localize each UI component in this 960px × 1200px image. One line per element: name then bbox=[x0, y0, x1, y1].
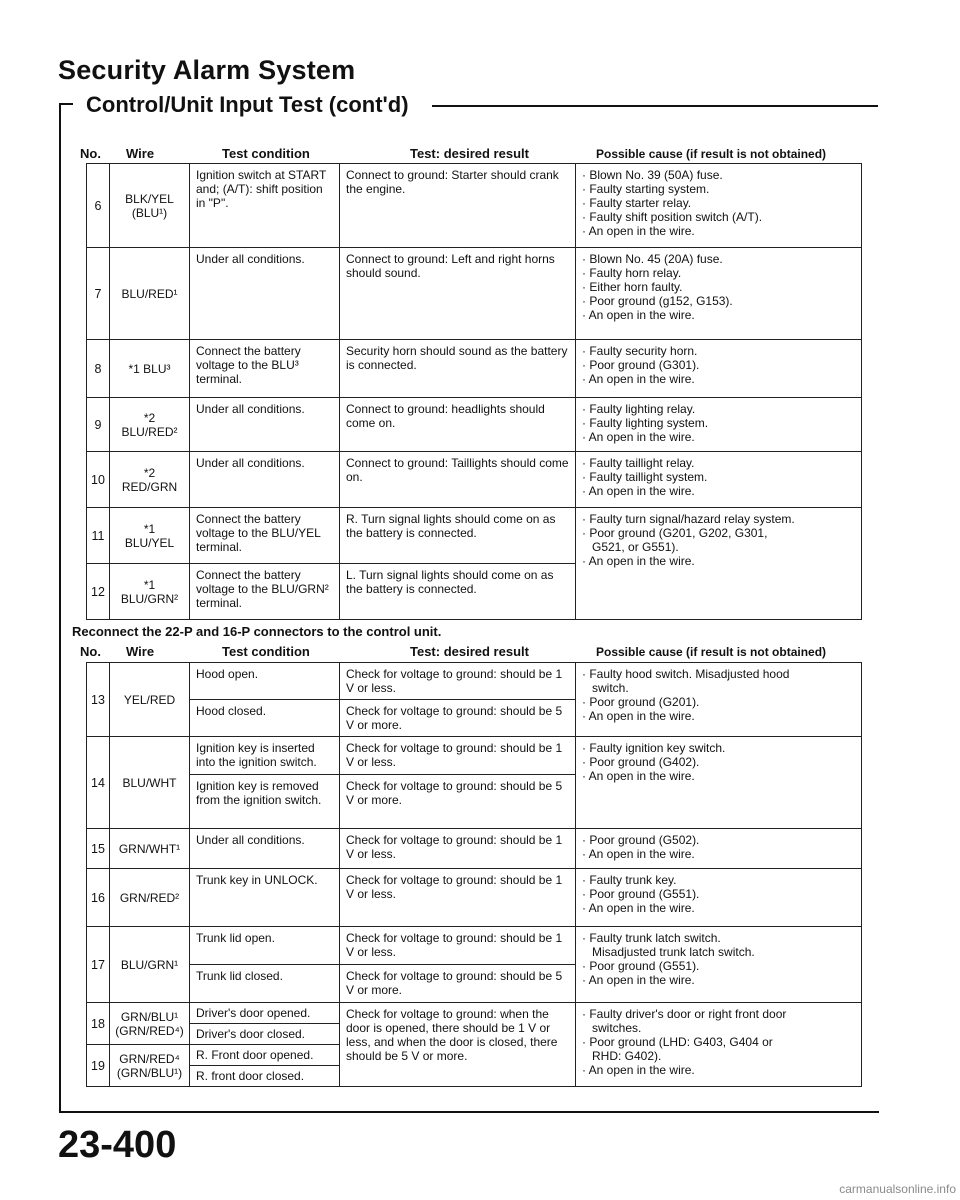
test-condition: Trunk lid closed. bbox=[190, 965, 340, 1003]
test-table-2 bbox=[86, 662, 862, 1087]
table-row bbox=[87, 737, 862, 775]
possible-causes: · Faulty lighting relay. · Faulty lighting system. · An open in the wire. bbox=[576, 398, 862, 452]
wire-color: BLU/GRN¹ bbox=[110, 927, 190, 1003]
table-row bbox=[87, 869, 862, 927]
col-header-no: No. bbox=[80, 146, 101, 161]
desired-result: Check for voltage to ground: should be 1 V or less. bbox=[340, 829, 576, 869]
col-header-cause: Possible cause (if result is not obtained) bbox=[596, 645, 827, 659]
table-row bbox=[87, 398, 862, 452]
desired-result: Connect to ground: headlights should come on. bbox=[340, 398, 576, 452]
col-header-result: Test: desired result bbox=[410, 146, 529, 161]
desired-result: Check for voltage to ground: should be 5 V or more. bbox=[340, 700, 576, 737]
col-header-no: No. bbox=[80, 644, 101, 659]
desired-result: Check for voltage to ground: should be 5 V or more. bbox=[340, 775, 576, 829]
possible-causes: · Faulty trunk latch switch. Misadjusted trunk latch switch. · Poor ground (G551). · An open in the wire. bbox=[576, 927, 862, 1003]
test-condition: Driver's door opened. bbox=[190, 1003, 340, 1024]
wire-color: *1 BLU³ bbox=[110, 340, 190, 398]
test-condition: Ignition switch at START and; (A/T): shift position in "P". bbox=[190, 164, 340, 248]
table-row bbox=[87, 829, 862, 869]
test-condition: Ignition key is inserted into the ignition switch. bbox=[190, 737, 340, 775]
possible-causes: · Blown No. 45 (20A) fuse. · Faulty horn relay. · Either horn faulty. · Poor ground (g152, G153). · An open in the wire. bbox=[576, 248, 862, 340]
section-subtitle: Control/Unit Input Test (cont'd) bbox=[86, 92, 409, 117]
row-number: 7 bbox=[87, 248, 110, 340]
reconnect-note: Reconnect the 22-P and 16-P connectors to the control unit. bbox=[72, 624, 442, 639]
test-condition: Hood open. bbox=[190, 663, 340, 700]
row-number: 13 bbox=[87, 663, 110, 737]
desired-result: R. Turn signal lights should come on as the battery is connected. bbox=[340, 508, 576, 564]
wire-color: GRN/WHT¹ bbox=[110, 829, 190, 869]
table-row bbox=[87, 248, 862, 340]
possible-causes: · Blown No. 39 (50A) fuse. · Faulty starting system. · Faulty starter relay. · Faulty shift position switch (A/T). · An open in the wire. bbox=[576, 164, 862, 248]
test-condition: Under all conditions. bbox=[190, 829, 340, 869]
desired-result: Check for voltage to ground: should be 1 V or less. bbox=[340, 737, 576, 775]
row-number: 12 bbox=[87, 564, 110, 620]
desired-result: Check for voltage to ground: should be 1 V or less. bbox=[340, 869, 576, 927]
row-number: 11 bbox=[87, 508, 110, 564]
wire-color: GRN/RED⁴ (GRN/BLU¹) bbox=[110, 1045, 190, 1087]
test-condition: Trunk lid open. bbox=[190, 927, 340, 965]
row-number: 8 bbox=[87, 340, 110, 398]
possible-causes: · Faulty ignition key switch. · Poor ground (G402). · An open in the wire. bbox=[576, 737, 862, 829]
test-condition: R. front door closed. bbox=[190, 1066, 340, 1087]
wire-color: *2 BLU/RED² bbox=[110, 398, 190, 452]
left-rule-cap bbox=[59, 103, 73, 105]
page-number: 23-400 bbox=[58, 1124, 177, 1166]
wire-color: *2 RED/GRN bbox=[110, 452, 190, 508]
possible-causes: · Poor ground (G502). · An open in the wire. bbox=[576, 829, 862, 869]
col-header-condition: Test condition bbox=[222, 644, 310, 659]
wire-color: BLK/YEL (BLU¹) bbox=[110, 164, 190, 248]
desired-result: Connect to ground: Starter should crank the engine. bbox=[340, 164, 576, 248]
wire-color: GRN/RED² bbox=[110, 869, 190, 927]
desired-result: Connect to ground: Taillights should come on. bbox=[340, 452, 576, 508]
test-condition: Under all conditions. bbox=[190, 398, 340, 452]
wire-color: YEL/RED bbox=[110, 663, 190, 737]
col-header-result: Test: desired result bbox=[410, 644, 529, 659]
possible-causes: · Faulty hood switch. Misadjusted hood switch. · Poor ground (G201). · An open in the wire. bbox=[576, 663, 862, 737]
wire-color: BLU/WHT bbox=[110, 737, 190, 829]
row-number: 15 bbox=[87, 829, 110, 869]
desired-result: Check for voltage to ground: when the door is opened, there should be 1 V or less, and when the door is closed, there should be 5 V or more. bbox=[340, 1003, 576, 1087]
test-condition: Trunk key in UNLOCK. bbox=[190, 869, 340, 927]
row-number: 14 bbox=[87, 737, 110, 829]
test-condition: Ignition key is removed from the ignition switch. bbox=[190, 775, 340, 829]
possible-causes: · Faulty trunk key. · Poor ground (G551). · An open in the wire. bbox=[576, 869, 862, 927]
possible-causes: · Faulty security horn. · Poor ground (G301). · An open in the wire. bbox=[576, 340, 862, 398]
col-header-cause: Possible cause (if result is not obtained) bbox=[596, 147, 827, 161]
row-number: 10 bbox=[87, 452, 110, 508]
desired-result: Security horn should sound as the battery is connected. bbox=[340, 340, 576, 398]
possible-causes: · Faulty turn signal/hazard relay system. · Poor ground (G201, G202, G301, G521, or G551). · An open in the wire. bbox=[576, 508, 862, 620]
desired-result: L. Turn signal lights should come on as the battery is connected. bbox=[340, 564, 576, 620]
row-number: 16 bbox=[87, 869, 110, 927]
row-number: 6 bbox=[87, 164, 110, 248]
wire-color: GRN/BLU¹ (GRN/RED⁴) bbox=[110, 1003, 190, 1045]
test-condition: Connect the battery voltage to the BLU/GRN² terminal. bbox=[190, 564, 340, 620]
test-condition: Driver's door closed. bbox=[190, 1024, 340, 1045]
table-row bbox=[87, 340, 862, 398]
desired-result: Check for voltage to ground: should be 1 V or less. bbox=[340, 663, 576, 700]
wire-color: *1 BLU/YEL bbox=[110, 508, 190, 564]
row-number: 17 bbox=[87, 927, 110, 1003]
row-number: 18 bbox=[87, 1003, 110, 1045]
table-row bbox=[87, 927, 862, 965]
left-rule bbox=[59, 103, 61, 1113]
col-header-condition: Test condition bbox=[222, 146, 310, 161]
test-condition: Hood closed. bbox=[190, 700, 340, 737]
table-row bbox=[87, 164, 862, 248]
watermark: carmanualsonline.info bbox=[839, 1182, 956, 1196]
test-condition: Connect the battery voltage to the BLU³ terminal. bbox=[190, 340, 340, 398]
col-header-wire: Wire bbox=[126, 644, 155, 659]
page-title: Security Alarm System bbox=[58, 55, 356, 85]
table-row bbox=[87, 452, 862, 508]
table-row bbox=[87, 1003, 862, 1024]
test-condition: Connect the battery voltage to the BLU/YEL terminal. bbox=[190, 508, 340, 564]
wire-color: *1 BLU/GRN² bbox=[110, 564, 190, 620]
row-number: 19 bbox=[87, 1045, 110, 1087]
test-condition: R. Front door opened. bbox=[190, 1045, 340, 1066]
col-header-wire: Wire bbox=[126, 146, 155, 161]
wire-color: BLU/RED¹ bbox=[110, 248, 190, 340]
desired-result: Check for voltage to ground: should be 1 V or less. bbox=[340, 927, 576, 965]
desired-result: Check for voltage to ground: should be 5 V or more. bbox=[340, 965, 576, 1003]
possible-causes: · Faulty taillight relay. · Faulty taillight system. · An open in the wire. bbox=[576, 452, 862, 508]
table-row bbox=[87, 508, 862, 564]
bottom-rule bbox=[59, 1111, 879, 1113]
desired-result: Connect to ground: Left and right horns should sound. bbox=[340, 248, 576, 340]
header-rule bbox=[432, 105, 878, 107]
possible-causes: · Faulty driver's door or right front door switches. · Poor ground (LHD: G403, G404 or RHD: G402). · An open in the wire. bbox=[576, 1003, 862, 1087]
row-number: 9 bbox=[87, 398, 110, 452]
table-row bbox=[87, 663, 862, 700]
test-condition: Under all conditions. bbox=[190, 248, 340, 340]
test-table-1 bbox=[86, 163, 862, 620]
test-condition: Under all conditions. bbox=[190, 452, 340, 508]
